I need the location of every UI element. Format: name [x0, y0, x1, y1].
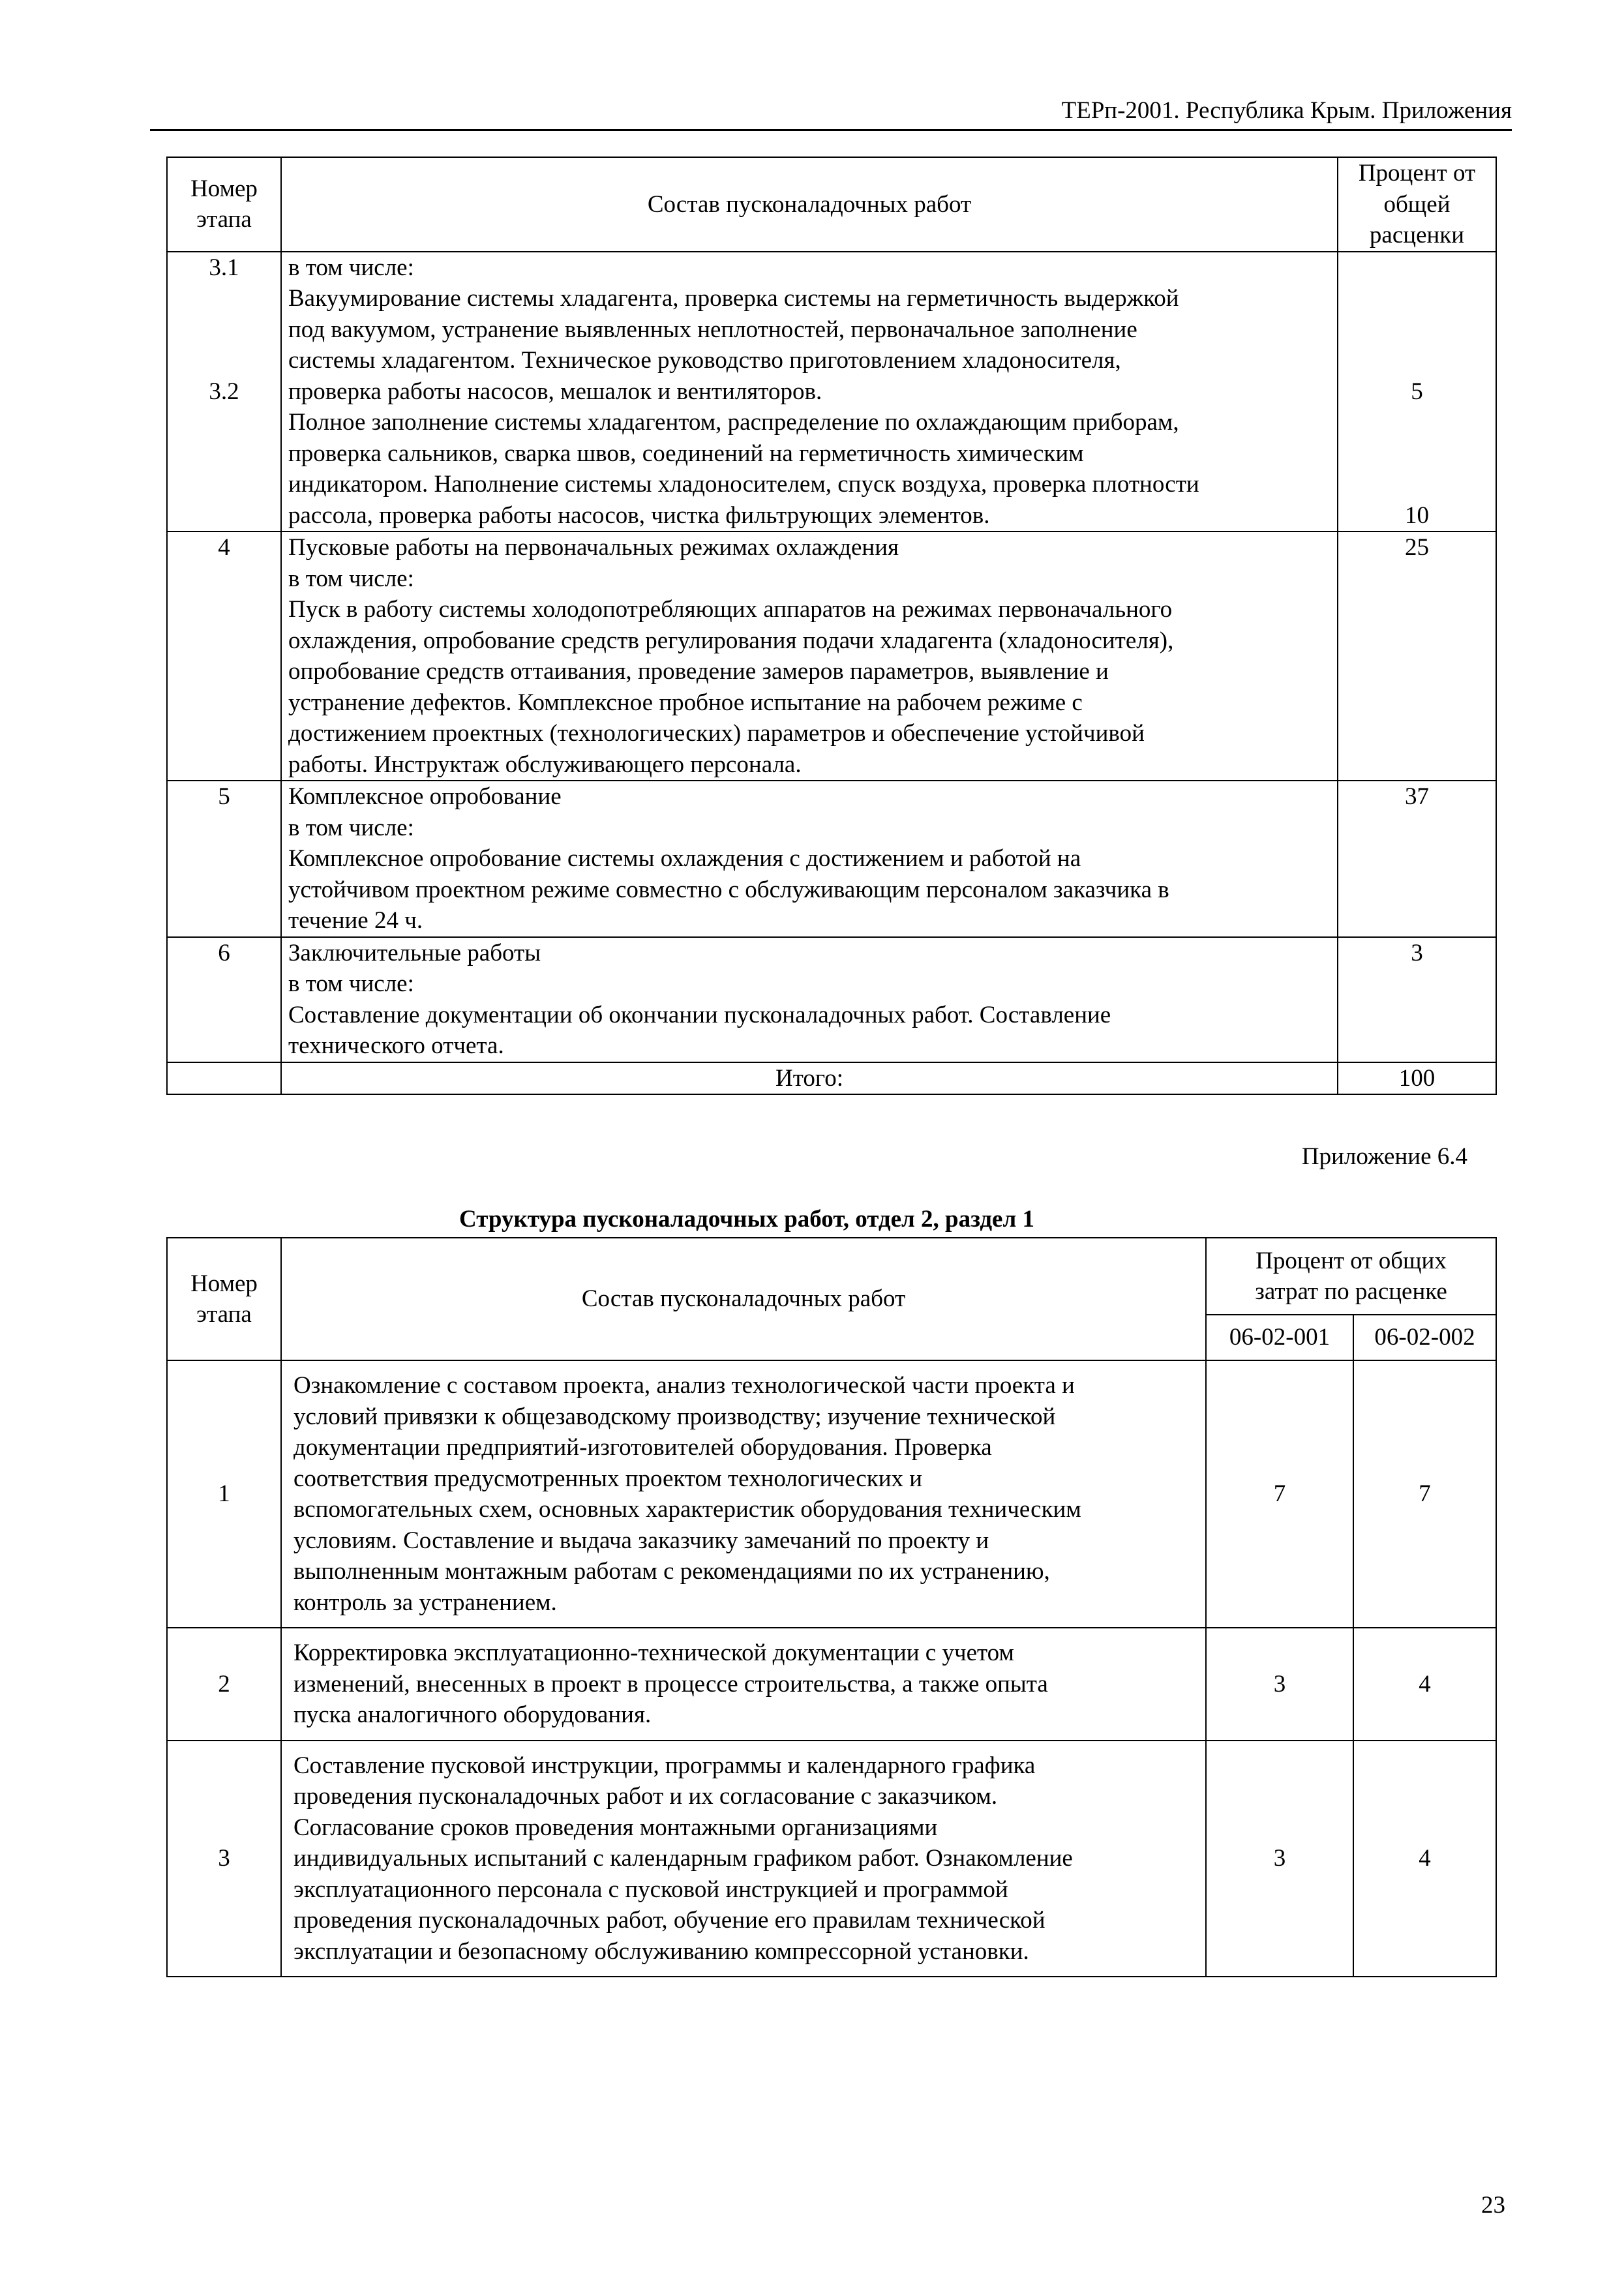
work-cell: Составление пусковой инструкции, программы и календарного графика проведения пусконаладочных работ и их согласование с заказчиком. Согласование сроков проведения монтажными организациями индивидуальных испытаний с календарным графиком работ. Ознакомление эксплуатационного персонала с пусковой инструкцией и программой проведения пусконаладочных работ, обучение его правилам технической эксплуатации и безопасному обслуживанию компрессорной установки. — [281, 1741, 1206, 1977]
percent-a-cell: 7 — [1206, 1360, 1353, 1628]
work-cell: Пусковые работы на первоначальных режимах охлаждения в том числе: Пуск в работу системы холодопотребляющих аппаратов на режимах первоначального охлаждения, опробование средств регулирования подачи хладагента (хладоносителя), опробование средств оттаивания, проведение замеров параметров, выявление и устранение дефектов. Комплексное пробное испытание на рабочем режиме с достижением проектных (технологических) параметров и обеспечение устойчивой работы. Инструктаж обслуживающего персонала. — [281, 531, 1338, 781]
work-cell: в том числе: Вакуумирование системы хладагента, проверка системы на герметичность выдержкой под вакуумом, устранение выявленных неплотностей, первоначальное заполнение системы хладагентом. Техническое руководство приготовлением хладоносителя, проверка работы насосов, мешалок и вентиляторов. Полное заполнение системы хладагентом, распределение по охлаждающим приборам, проверка сальников, сварка швов, соединений на герметичность химическим индикатором. Наполнение системы хладоносителем, спуск воздуха, проверка плотности рассола, проверка работы насосов, чистка фильтрующих элементов. — [281, 252, 1338, 532]
work-cell: Корректировка эксплуатационно-технической документации с учетом изменений, внесенных в проект в процессе строительства, а также опыта пуска аналогичного оборудования. — [281, 1628, 1206, 1741]
page-number: 23 — [1481, 2192, 1505, 2219]
percent-a-cell: 3 — [1206, 1628, 1353, 1741]
total-label: Итого: — [281, 1062, 1338, 1095]
table-row — [167, 252, 1496, 532]
table2-col-b: 06-02-002 — [1353, 1315, 1496, 1360]
table-row — [167, 1360, 1496, 1628]
table1-header-row — [167, 157, 1496, 252]
percent-b-cell: 7 — [1353, 1360, 1496, 1628]
page-header: ТЕРп-2001. Республика Крым. Приложения — [150, 97, 1512, 131]
table-row — [167, 1628, 1496, 1741]
percent-a-cell: 3 — [1206, 1741, 1353, 1977]
table2-col-stage: Номер этапа — [167, 1238, 281, 1360]
appendix-label: Приложение 6.4 — [1301, 1143, 1467, 1170]
table-row — [167, 937, 1496, 1062]
table-row — [167, 531, 1496, 781]
table1-col-work: Состав пусконаладочных работ — [281, 157, 1338, 252]
percent-cell: 3 — [1338, 937, 1496, 1062]
percent-cell: 25 — [1338, 531, 1496, 781]
table-row — [167, 781, 1496, 937]
percent-b-cell: 4 — [1353, 1741, 1496, 1977]
stage-cell: 1 — [167, 1360, 281, 1628]
table2-col-work: Состав пусконаладочных работ — [281, 1238, 1206, 1360]
percent-cell: 5 10 — [1338, 252, 1496, 532]
stage-cell: 4 — [167, 531, 281, 781]
stages-table-1 — [166, 157, 1497, 1095]
stages-table-2 — [166, 1237, 1497, 1977]
percent-cell: 37 — [1338, 781, 1496, 937]
table1-total-row — [167, 1062, 1496, 1095]
empty-cell — [167, 1062, 281, 1095]
table2-col-percent: Процент от общих затрат по расценке — [1206, 1238, 1496, 1315]
table1-col-percent: Процент от общей расценки — [1338, 157, 1496, 252]
table-row — [167, 1741, 1496, 1977]
stage-cell: 6 — [167, 937, 281, 1062]
stage-cell: 2 — [167, 1628, 281, 1741]
total-value: 100 — [1338, 1062, 1496, 1095]
stage-cell: 3.1 3.2 — [167, 252, 281, 532]
table2-header-row — [167, 1238, 1496, 1315]
work-cell: Ознакомление с составом проекта, анализ технологической части проекта и условий привязки к общезаводскому производству; изучение технической документации предприятий-изготовителей оборудования. Проверка соответствия предусмотренных проектом технологических и вспомогательных схем, основных характеристик оборудования техническим условиям. Составление и выдача заказчику замечаний по проекту и выполненным монтажным работам с рекомендациями по их устранению, контроль за устранением. — [281, 1360, 1206, 1628]
work-cell: Комплексное опробование в том числе: Комплексное опробование системы охлаждения с достижением и работой на устойчивом проектном режиме совместно с обслуживающим персоналом заказчика в течение 24 ч. — [281, 781, 1338, 937]
table1-col-stage: Номер этапа — [167, 157, 281, 252]
work-cell: Заключительные работы в том числе: Составление документации об окончании пусконаладочных работ. Составление технического отчета. — [281, 937, 1338, 1062]
percent-b-cell: 4 — [1353, 1628, 1496, 1741]
stage-cell: 3 — [167, 1741, 281, 1977]
table2-col-a: 06-02-001 — [1206, 1315, 1353, 1360]
table2-title: Структура пусконаладочных работ, отдел 2, раздел 1 — [459, 1206, 1034, 1233]
stage-cell: 5 — [167, 781, 281, 937]
